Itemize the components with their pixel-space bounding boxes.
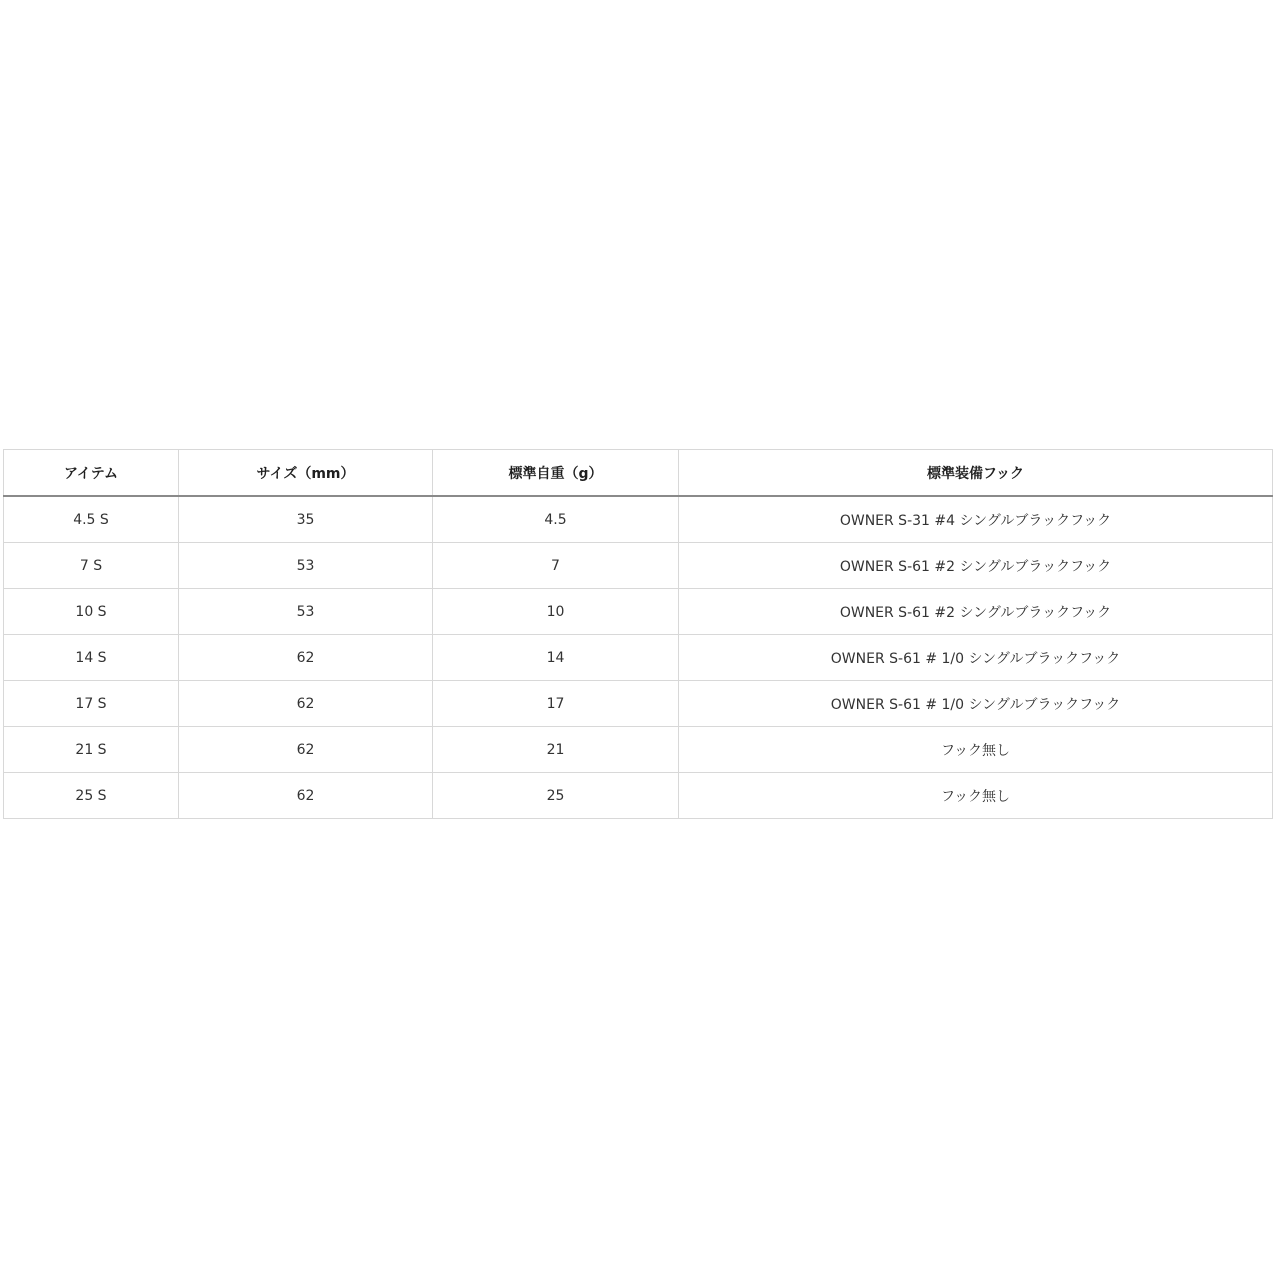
table-row: [4, 635, 1273, 681]
table-row: [4, 543, 1273, 589]
header-row: [4, 450, 1273, 497]
cell-item: 17 S: [4, 681, 179, 727]
table-row: [4, 773, 1273, 819]
header-weight: 標準自重（g）: [433, 450, 679, 497]
cell-weight: 25: [433, 773, 679, 819]
cell-hook: OWNER S-61 #2 シングルブラックフック: [679, 543, 1273, 589]
spec-table-body: [4, 496, 1273, 819]
cell-size: 53: [179, 589, 433, 635]
cell-hook: OWNER S-61 # 1/0 シングルブラックフック: [679, 635, 1273, 681]
header-item: アイテム: [4, 450, 179, 497]
cell-weight: 14: [433, 635, 679, 681]
cell-item: 7 S: [4, 543, 179, 589]
cell-item: 21 S: [4, 727, 179, 773]
table-row: [4, 589, 1273, 635]
cell-item: 4.5 S: [4, 496, 179, 543]
spec-table-container: [3, 449, 1272, 819]
header-size: サイズ（mm）: [179, 450, 433, 497]
table-row: [4, 727, 1273, 773]
header-hook: 標準装備フック: [679, 450, 1273, 497]
cell-weight: 7: [433, 543, 679, 589]
cell-hook: フック無し: [679, 727, 1273, 773]
cell-hook: OWNER S-61 # 1/0 シングルブラックフック: [679, 681, 1273, 727]
cell-hook: フック無し: [679, 773, 1273, 819]
table-row: [4, 496, 1273, 543]
cell-size: 53: [179, 543, 433, 589]
cell-size: 35: [179, 496, 433, 543]
cell-hook: OWNER S-61 #2 シングルブラックフック: [679, 589, 1273, 635]
cell-size: 62: [179, 681, 433, 727]
cell-item: 14 S: [4, 635, 179, 681]
cell-size: 62: [179, 635, 433, 681]
cell-size: 62: [179, 727, 433, 773]
cell-weight: 4.5: [433, 496, 679, 543]
spec-table-header: [4, 450, 1273, 497]
cell-weight: 17: [433, 681, 679, 727]
cell-weight: 21: [433, 727, 679, 773]
cell-item: 10 S: [4, 589, 179, 635]
cell-weight: 10: [433, 589, 679, 635]
table-row: [4, 681, 1273, 727]
spec-table: [3, 449, 1273, 819]
cell-hook: OWNER S-31 #4 シングルブラックフック: [679, 496, 1273, 543]
cell-size: 62: [179, 773, 433, 819]
cell-item: 25 S: [4, 773, 179, 819]
